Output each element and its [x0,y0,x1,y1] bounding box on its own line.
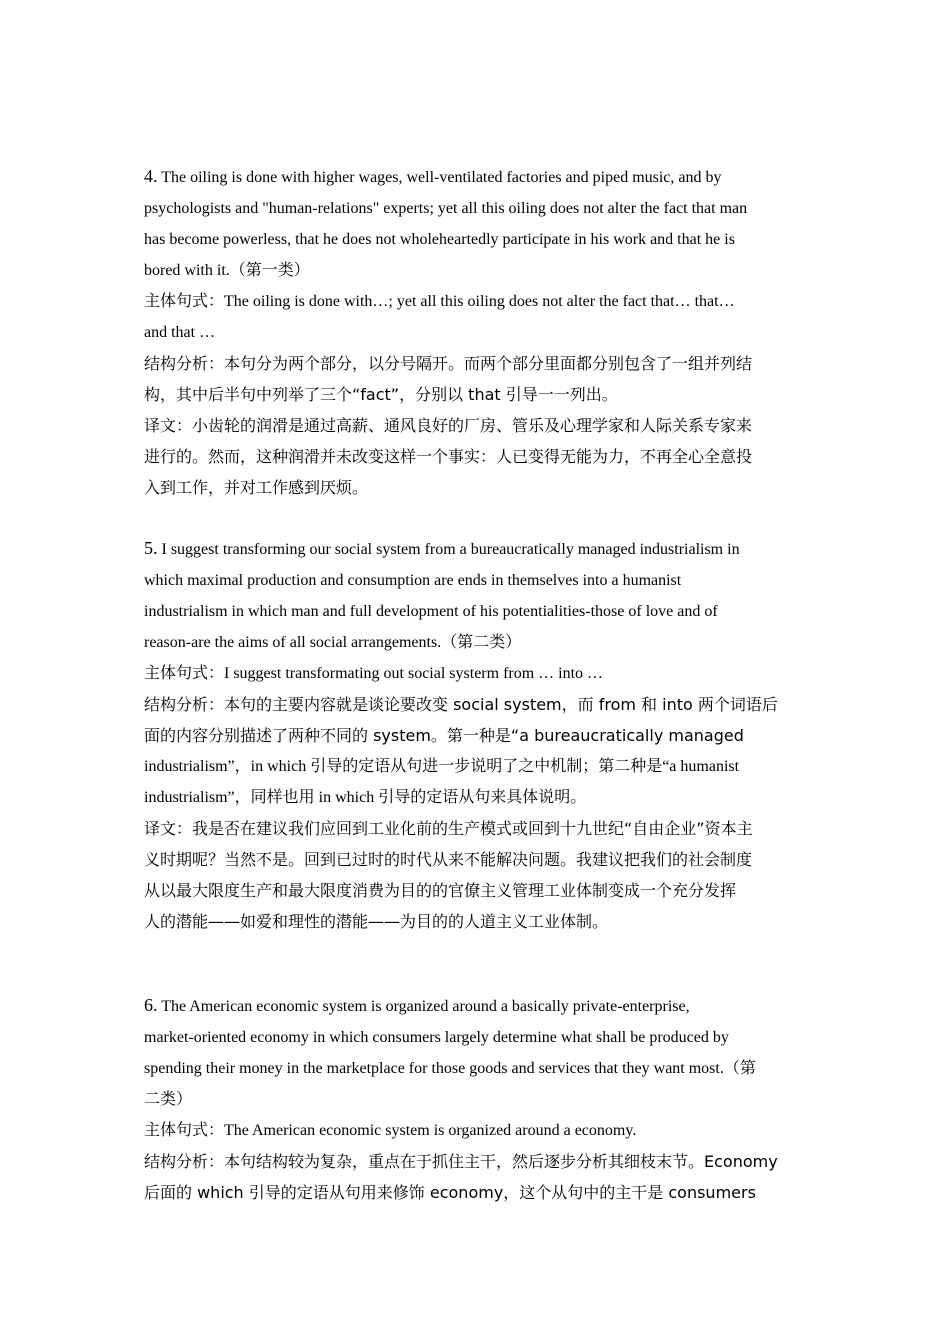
main-sentence-pattern: 主体句式：I suggest transformating out social systerm from … into … [144,665,604,682]
translation: 译文：我是否在建议我们应回到工业化前的生产模式或回到十九世纪“自由企业”资本主 [144,819,753,838]
text-line: and that … [144,324,216,341]
structure-analysis: 结构分析：本句结构较为复杂，重点在于抓住主干，然后逐步分析其细枝末节。Economy [144,1152,778,1171]
text-line: spending their money in the marketplace for those goods and services that they want most.（第 [144,1060,756,1077]
text-line: 后面的 which 引导的定语从句用来修饰 economy，这个从句中的主干是 consumers [144,1183,756,1202]
text-line: which maximal production and consumption are ends in themselves into a humanist [144,572,682,589]
text-line: 人的潜能——如爱和理性的潜能——为目的的人道主义工业体制。 [144,912,609,931]
text-line: 入到工作，并对工作感到厌烦。 [144,478,369,497]
text-line: reason-are the aims of all social arrangements.（第二类） [144,634,522,651]
text-line: industrialism”，in which 引导的定语从句进一步说明了之中机制；第二种是“a humanist [144,758,740,775]
item-number: 6. [144,995,158,1015]
text-line: 从以最大限度生产和最大限度消费为目的的官僚主义管理工业体制变成一个充分发挥 [144,881,737,900]
text-line: 6. The American economic system is organized around a basically private-enterprise, [144,995,690,1015]
item-number: 5. [144,538,158,558]
text-line: 义时期呢？当然不是。回到已过时的时代从来不能解决问题。我建议把我们的社会制度 [144,850,753,869]
text-line: 4. The oiling is done with higher wages, well-ventilated factories and piped music, and by [144,166,722,186]
text-line: 构，其中后半句中列举了三个“fact”，分别以 that 引导一一列出。 [144,385,618,404]
paragraph-item-4 [144,161,809,503]
structure-analysis: 结构分析：本句的主要内容就是谈论要改变 social system，而 from 和 into 两个词语后 [144,695,778,714]
main-sentence-pattern: 主体句式：The American economic system is organized around a economy. [144,1122,637,1139]
paragraph-item-6 [144,990,809,1208]
translation: 译文：小齿轮的润滑是通过高薪、通风良好的厂房、管乐及心理学家和人际关系专家来 [144,416,753,435]
text-line: industrialism”，同样也用 in which 引导的定语从句来具体说明。 [144,789,587,806]
item-number: 4. [144,166,158,186]
main-sentence-pattern: 主体句式：The oiling is done with…; yet all this oiling does not alter the fact that… that… [144,293,735,310]
text-line: has become powerless, that he does not wholeheartedly participate in his work and that he is [144,231,735,248]
text-line: 进行的。然而，这种润滑并未改变这样一个事实：人已变得无能为力，不再全心全意投 [144,447,753,466]
text-line: market-oriented economy in which consumers largely determine what shall be produced by [144,1029,729,1046]
text-line: psychologists and "human-relations" experts; yet all this oiling does not alter the fact that man [144,200,748,217]
paragraph-item-5 [144,533,809,937]
text-line: 二类） [144,1091,193,1108]
text-line: industrialism in which man and full development of his potentialities-those of love and of [144,603,718,620]
structure-analysis: 结构分析：本句分为两个部分，以分号隔开。而两个部分里面都分别包含了一组并列结 [144,354,753,373]
text-line: bored with it.（第一类） [144,262,310,279]
text-line: 5. I suggest transforming our social system from a bureaucratically managed industrialism in [144,538,740,558]
text-line: 面的内容分别描述了两种不同的 system。第一种是“a bureaucratically managed [144,726,744,745]
